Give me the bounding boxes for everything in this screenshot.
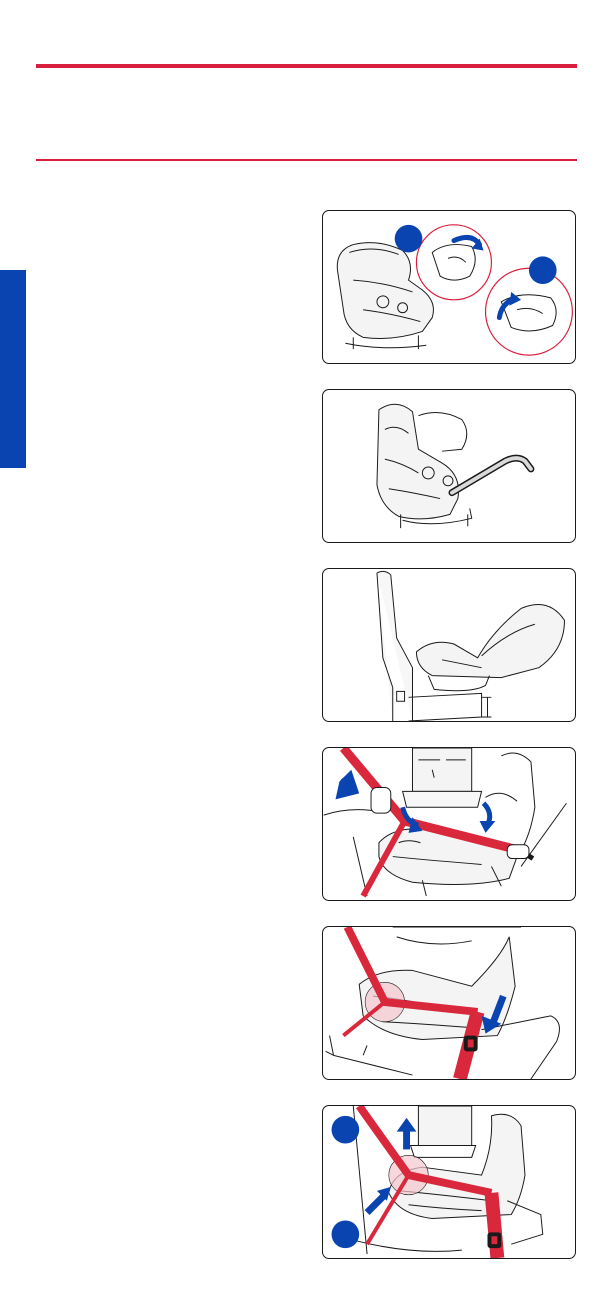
illustration-panel-2 [322,389,576,543]
seat-belt-lock-icon [323,1106,575,1258]
illustration-panel-3 [322,568,576,722]
illustration-panel-5 [322,926,576,1080]
illustration-panel-4 [322,747,576,901]
car-seat-recline-adjust-icon [323,211,575,363]
car-seat-handle-icon [323,390,575,542]
car-seat-on-vehicle-seat-icon [323,569,575,721]
seat-belt-routing-icon [323,748,575,900]
section-side-tab [0,270,26,468]
header-rule-bottom [36,159,577,161]
illustration-panel-6 [322,1105,576,1259]
header-rule-top [36,64,577,68]
illustration-panel-1 [322,210,576,364]
seat-belt-tighten-icon [323,927,575,1079]
